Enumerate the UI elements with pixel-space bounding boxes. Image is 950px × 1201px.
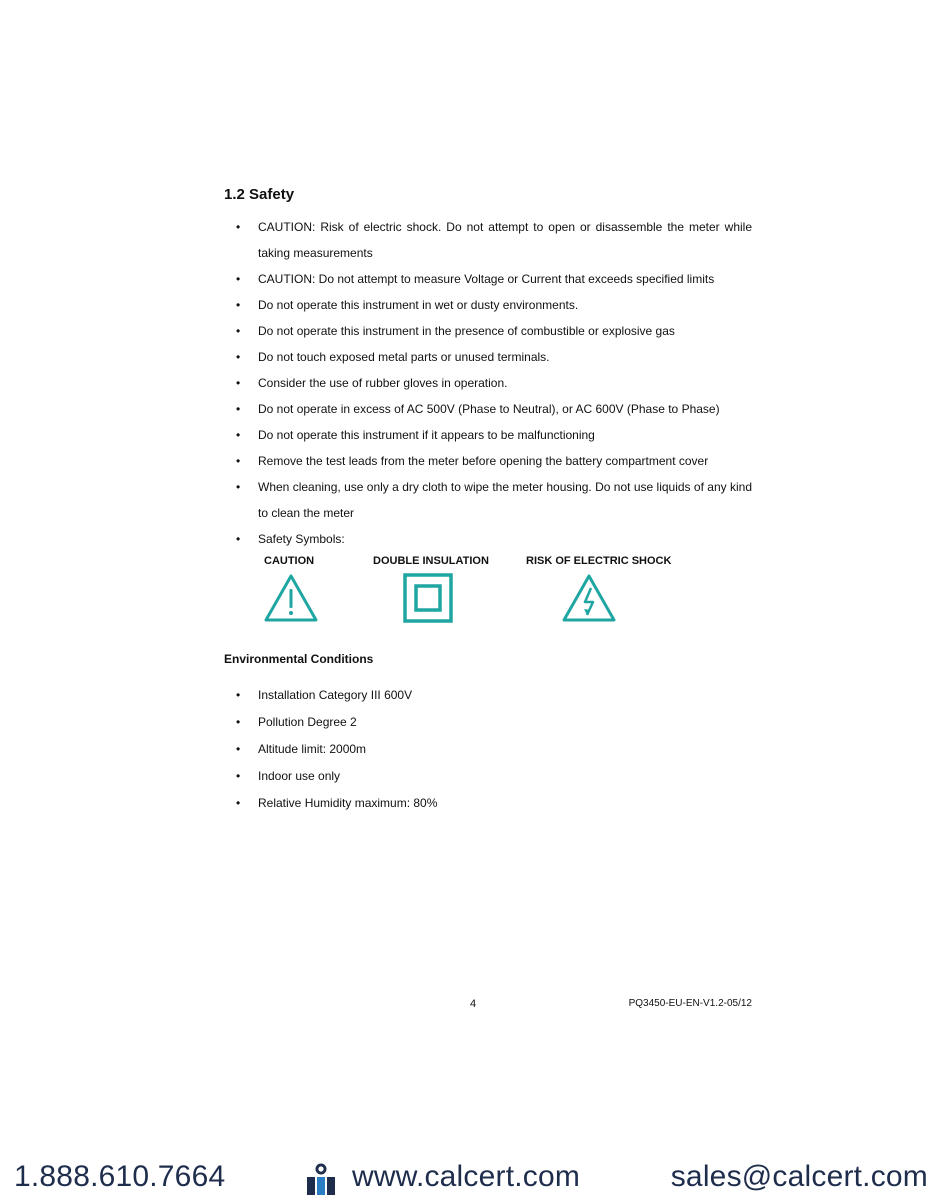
list-item: • CAUTION: Do not attempt to measure Voltage or Current that exceeds specified limits — [236, 266, 752, 292]
list-item: • Do not operate this instrument in wet or dusty environments. — [236, 292, 752, 318]
environment-list — [236, 682, 752, 817]
section-title: 1.2 Safety — [224, 186, 295, 203]
list-item: • Safety Symbols: — [236, 526, 752, 552]
website-link[interactable]: www.calcert.com — [352, 1160, 581, 1193]
list-item: • Installation Category III 600V — [236, 682, 752, 709]
list-item: • Altitude limit: 2000m — [236, 736, 752, 763]
list-item: • When cleaning, use only a dry cloth to wipe the meter housing. Do not use liquids of any kind to clean the meter — [236, 474, 752, 526]
calcert-logo-icon — [304, 1162, 338, 1196]
electric-shock-icon — [560, 572, 618, 624]
caution-triangle-icon — [262, 572, 320, 624]
environment-title: Environmental Conditions — [224, 652, 374, 666]
caution-label: CAUTION — [264, 555, 315, 567]
electric-shock-label: RISK OF ELECTRIC SHOCK — [526, 555, 672, 567]
email-link[interactable]: sales@calcert.com — [670, 1160, 928, 1193]
list-item: • Do not operate in excess of AC 500V (Phase to Neutral), or AC 600V (Phase to Phase) — [236, 396, 752, 422]
document-code: PQ3450-EU-EN-V1.2-05/12 — [628, 998, 752, 1009]
list-item: • Indoor use only — [236, 763, 752, 790]
list-item: • Consider the use of rubber gloves in operation. — [236, 370, 752, 396]
safety-list — [236, 214, 752, 552]
page-number: 4 — [470, 998, 477, 1010]
contact-footer — [0, 1156, 950, 1201]
list-item: • Do not operate this instrument in the presence of combustible or explosive gas — [236, 318, 752, 344]
list-item: • CAUTION: Risk of electric shock. Do not attempt to open or disassemble the meter while taking measurements — [236, 214, 752, 266]
double-insulation-icon — [402, 572, 454, 624]
list-item: • Remove the test leads from the meter before opening the battery compartment cover — [236, 448, 752, 474]
list-item: • Pollution Degree 2 — [236, 709, 752, 736]
double-insulation-label: DOUBLE INSULATION — [373, 555, 489, 567]
list-item: • Do not operate this instrument if it appears to be malfunctioning — [236, 422, 752, 448]
list-item: • Do not touch exposed metal parts or unused terminals. — [236, 344, 752, 370]
list-item: • Relative Humidity maximum: 80% — [236, 790, 752, 817]
phone-number[interactable]: 1.888.610.7664 — [14, 1160, 226, 1193]
